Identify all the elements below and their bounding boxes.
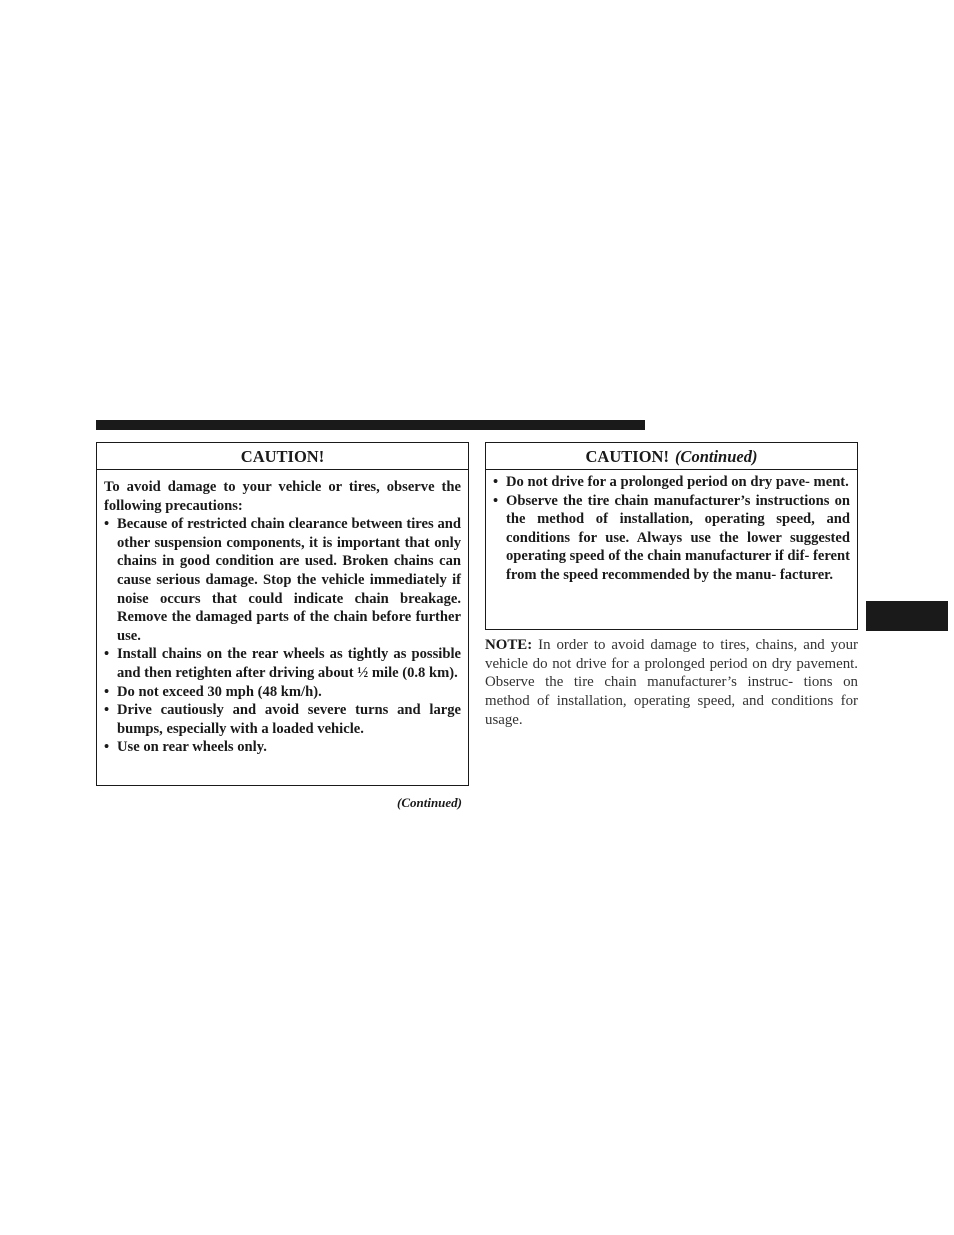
caution-body — [97, 470, 468, 757]
caution-list-item: • Drive cautiously and avoid severe turns and large bumps, especially with a loaded vehicle. — [104, 701, 461, 738]
note-label: NOTE: — [485, 637, 533, 653]
caution-header-continued: (Continued) — [674, 447, 758, 466]
caution-list-item: • Do not exceed 30 mph (48 km/h). — [104, 683, 461, 702]
caution-body — [486, 470, 857, 585]
caution-box-right — [485, 442, 858, 630]
note-text: In order to avoid damage to tires, chains, and your vehicle do not drive for a prolonged period on dry pavement. Observe the tire chain manufacturer’s instruc- tions on method of installation, operating speed, and conditions for usage. — [485, 637, 858, 728]
caution-list — [104, 515, 461, 757]
caution-list-item: • Observe the tire chain manufacturer’s instructions on the method of installation, operating speed, and conditions for use. Always use the lower suggested operating speed of the chain manufacturer if dif- ferent from the speed recommended by the manu- facturer. — [493, 492, 850, 585]
caution-header-label: CAUTION! — [240, 447, 325, 466]
caution-box-left — [96, 442, 469, 786]
note-paragraph — [485, 636, 858, 730]
caution-header-label: CAUTION! — [585, 447, 669, 466]
section-top-rule — [96, 420, 645, 430]
continued-label: (Continued) — [396, 795, 462, 810]
caution-intro: To avoid damage to your vehicle or tires, observe the following precautions: — [104, 479, 461, 514]
caution-list-item: • Because of restricted chain clearance between tires and other suspension components, it is important that only chains in good condition are used. Broken chains can cause serious damage. Stop the vehicle immediately if noise occurs that could indicate chain breakage. Remove the damaged parts of the chain before further use. — [104, 515, 461, 645]
caution-header — [97, 443, 468, 470]
caution-header — [486, 443, 857, 470]
caution-list — [493, 473, 850, 585]
caution-list-item: • Install chains on the rear wheels as tightly as possible and then retighten after driving about ½ mile (0.8 km). — [104, 645, 461, 682]
chapter-side-tab — [866, 601, 948, 631]
caution-list-item: • Do not drive for a prolonged period on dry pave- ment. — [493, 473, 850, 492]
caution-list-item: • Use on rear wheels only. — [104, 738, 461, 757]
